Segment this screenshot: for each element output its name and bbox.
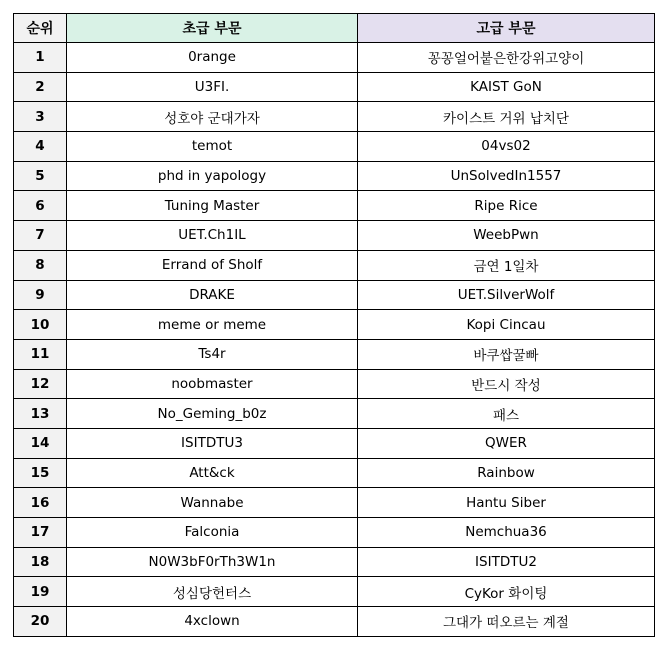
table-row [14,161,655,191]
rank-cell: 4 [14,132,67,162]
beginner-team-cell: 성호야 군대가자 [67,102,358,132]
rank-cell: 3 [14,102,67,132]
advanced-team-cell: ISITDTU2 [358,547,655,577]
advanced-team-cell: WeebPwn [358,221,655,251]
table-row [14,280,655,310]
ranking-table [13,13,655,637]
rank-cell: 6 [14,191,67,221]
rank-cell: 8 [14,250,67,280]
advanced-team-cell: 바쿠쌉꿀빠 [358,339,655,369]
rank-cell: 7 [14,221,67,251]
ranking-rows [14,43,655,637]
rank-cell: 10 [14,310,67,340]
rank-cell: 16 [14,488,67,518]
table-row [14,369,655,399]
beginner-team-cell: 0range [67,43,358,73]
table-row [14,518,655,548]
table-row [14,221,655,251]
rank-cell: 2 [14,72,67,102]
advanced-team-cell: Nemchua36 [358,518,655,548]
beginner-team-cell: N0W3bF0rTh3W1n [67,547,358,577]
advanced-team-cell: 패스 [358,399,655,429]
advanced-team-cell: UnSolvedIn1557 [358,161,655,191]
table-row [14,132,655,162]
rank-cell: 17 [14,518,67,548]
table-row [14,102,655,132]
table-row [14,547,655,577]
table-row [14,577,655,607]
advanced-team-cell: 04vs02 [358,132,655,162]
rank-cell: 13 [14,399,67,429]
advanced-team-cell: 반드시 작성 [358,369,655,399]
advanced-team-cell: Rainbow [358,458,655,488]
table-row [14,399,655,429]
beginner-team-cell: Tuning Master [67,191,358,221]
table-row [14,250,655,280]
table-row [14,72,655,102]
rank-column-header: 순위 [14,14,67,43]
beginner-team-cell: DRAKE [67,280,358,310]
beginner-team-cell: noobmaster [67,369,358,399]
table-row [14,488,655,518]
advanced-team-cell: 카이스트 거위 납치단 [358,102,655,132]
advanced-team-cell: 그대가 떠오르는 계절 [358,607,655,637]
rank-cell: 11 [14,339,67,369]
beginner-team-cell: UET.Ch1IL [67,221,358,251]
advanced-team-cell: Hantu Siber [358,488,655,518]
rank-cell: 5 [14,161,67,191]
table-row [14,339,655,369]
beginner-team-cell: Wannabe [67,488,358,518]
beginner-team-cell: 4xclown [67,607,358,637]
beginner-team-cell: temot [67,132,358,162]
rank-cell: 1 [14,43,67,73]
advanced-team-cell: Ripe Rice [358,191,655,221]
beginner-team-cell: 성심당헌터스 [67,577,358,607]
table-row [14,428,655,458]
beginner-column-header: 초급 부문 [67,14,358,43]
header-row [14,14,655,43]
beginner-team-cell: Falconia [67,518,358,548]
rank-cell: 9 [14,280,67,310]
beginner-team-cell: phd in yapology [67,161,358,191]
beginner-team-cell: U3FI. [67,72,358,102]
advanced-team-cell: Kopi Cincau [358,310,655,340]
beginner-team-cell: Att&ck [67,458,358,488]
advanced-team-cell: KAIST GoN [358,72,655,102]
beginner-team-cell: ISITDTU3 [67,428,358,458]
advanced-team-cell: QWER [358,428,655,458]
advanced-team-cell: 금연 1일차 [358,250,655,280]
table-row [14,310,655,340]
advanced-team-cell: 꽁꽁얼어붙은한강위고양이 [358,43,655,73]
advanced-column-header: 고급 부문 [358,14,655,43]
beginner-team-cell: Errand of Sholf [67,250,358,280]
table-row [14,607,655,637]
advanced-team-cell: CyKor 화이팅 [358,577,655,607]
beginner-team-cell: Ts4r [67,339,358,369]
rank-cell: 12 [14,369,67,399]
table-row [14,191,655,221]
table-row [14,458,655,488]
advanced-team-cell: UET.SilverWolf [358,280,655,310]
table-row [14,43,655,73]
rank-cell: 15 [14,458,67,488]
beginner-team-cell: No_Geming_b0z [67,399,358,429]
rank-cell: 20 [14,607,67,637]
rank-cell: 14 [14,428,67,458]
rank-cell: 18 [14,547,67,577]
rank-cell: 19 [14,577,67,607]
beginner-team-cell: meme or meme [67,310,358,340]
